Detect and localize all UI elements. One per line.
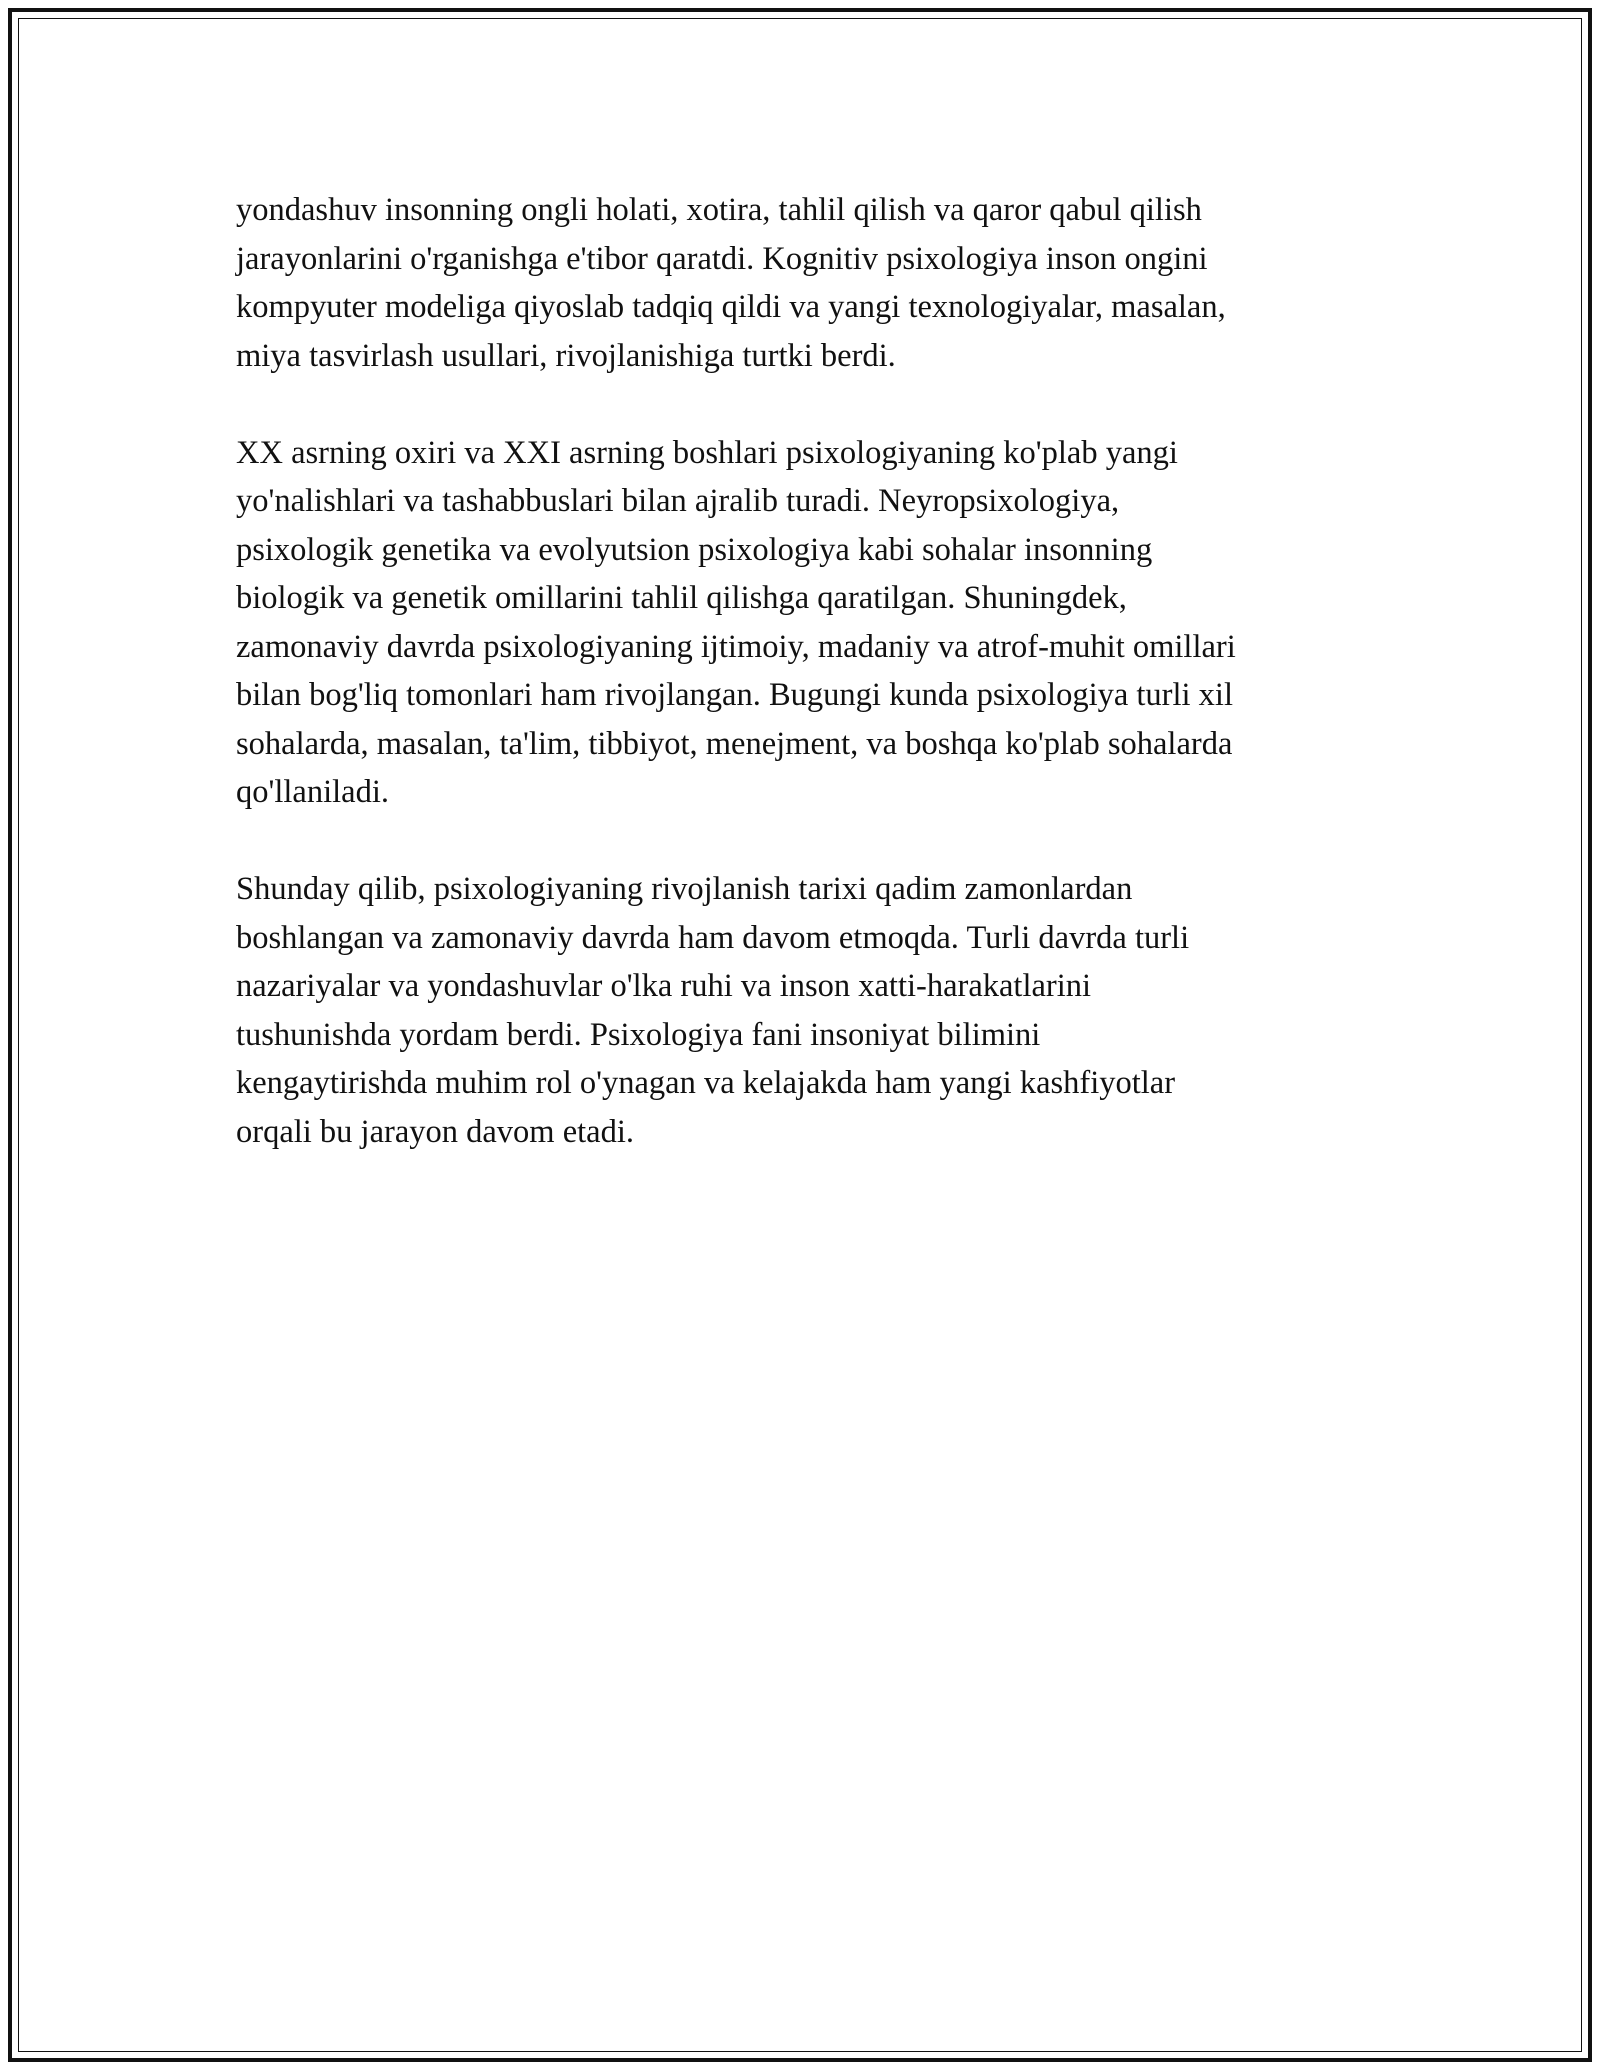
text-line: biologik va genetik omillarini tahlil qilishga qaratilgan. Shuningdek, [236, 580, 1127, 616]
text-line: psixologik genetika va evolyutsion psixologiya kabi sohalar insonning [236, 531, 1153, 568]
text-line: qo'llaniladi. [236, 774, 389, 810]
text-line: yondashuv insonning ongli holati, xotira, tahlil qilish va qaror qabul qilish [236, 192, 1202, 228]
paragraph-conclusion [236, 865, 1386, 1156]
paragraph-modern-directions [236, 429, 1386, 817]
text-line: yo'nalishlari va tashabbuslari bilan ajralib turadi. Neyropsixologiya, [236, 483, 1120, 519]
document-body [236, 186, 1386, 1205]
text-line: boshlangan va zamonaviy davrda ham davom etmoqda. Turli davrda turli [236, 919, 1190, 956]
text-line: tushunishda yordam berdi. Psixologiya fani insoniyat bilimini [236, 1016, 1041, 1053]
text-line: nazariyalar va yondashuvlar o'lka ruhi va inson xatti-harakatlarini [236, 968, 1092, 1004]
text-line: miya tasvirlash usullari, rivojlanishiga turtki berdi. [236, 337, 896, 374]
text-line: Shunday qilib, psixologiyaning rivojlanish tarixi qadim zamonlardan [236, 871, 1133, 907]
text-line: bilan bog'liq tomonlari ham rivojlangan. Bugungi kunda psixologiya turli xil [236, 677, 1233, 713]
text-line: sohalarda, masalan, ta'lim, tibbiyot, menejment, va boshqa ko'plab sohalarda [236, 725, 1233, 762]
text-line: kompyuter modeliga qiyoslab tadqiq qildi va yangi texnologiyalar, masalan, [236, 289, 1226, 325]
text-line: kengaytirishda muhim rol o'ynagan va kelajakda ham yangi kashfiyotlar [236, 1065, 1176, 1101]
text-line: orqali bu jarayon davom etadi. [236, 1113, 634, 1150]
text-line: jarayonlarini o'rganishga e'tibor qaratdi. Kognitiv psixologiya inson ongini [236, 240, 1208, 277]
paragraph-cognitive-psychology [236, 186, 1386, 380]
text-line: XX asrning oxiri va XXI asrning boshlari psixologiyaning ko'plab yangi [236, 434, 1178, 471]
text-line: zamonaviy davrda psixologiyaning ijtimoiy, madaniy va atrof-muhit omillari [236, 628, 1236, 665]
